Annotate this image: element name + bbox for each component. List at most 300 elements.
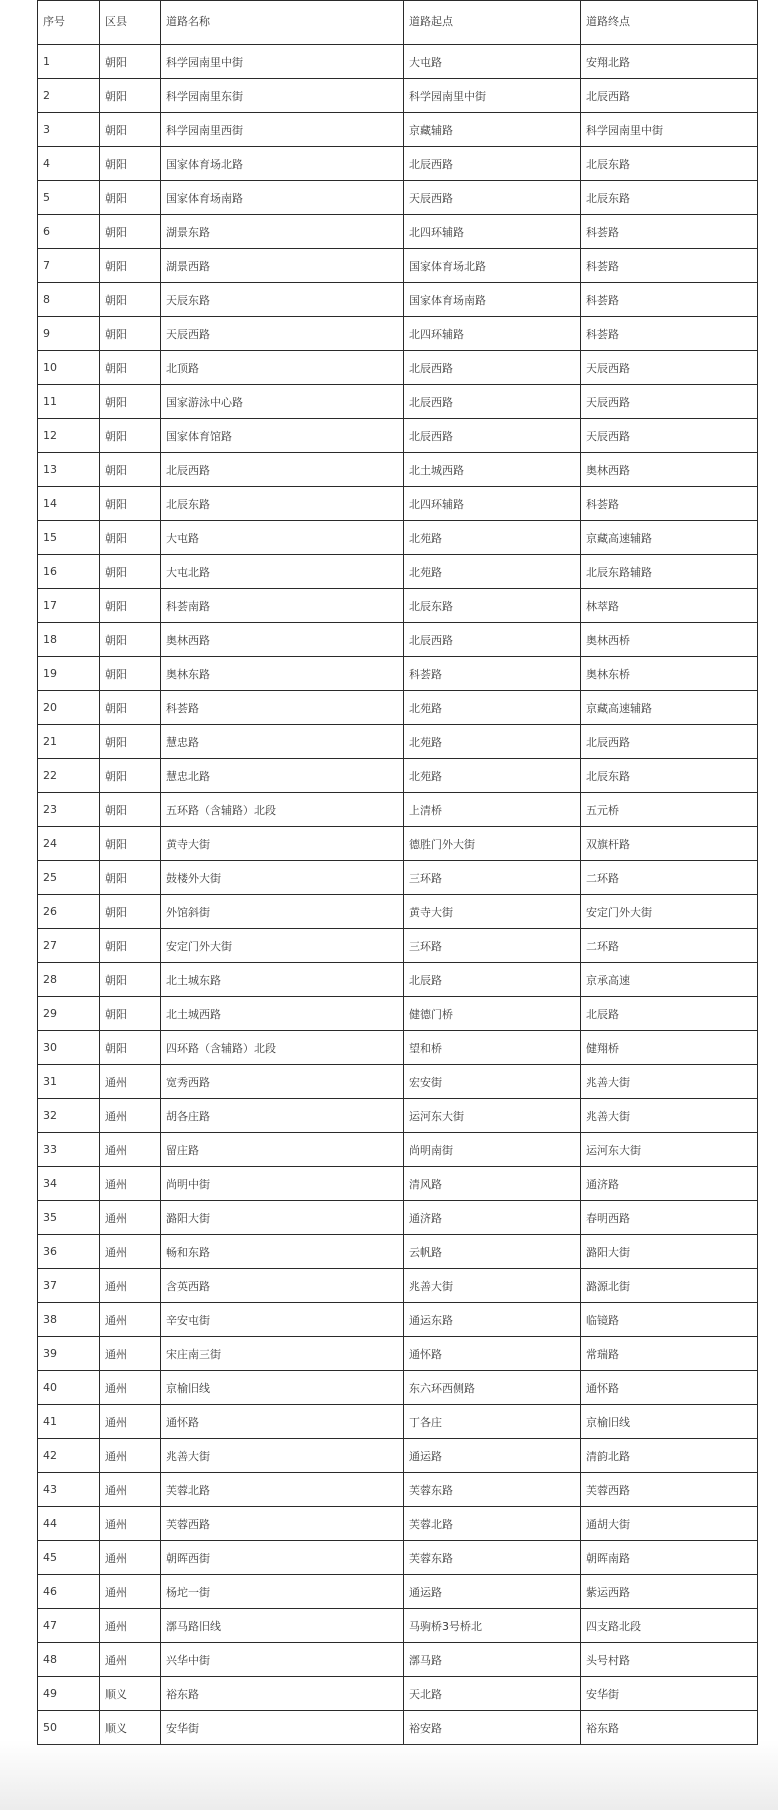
header-index: 序号 xyxy=(38,1,100,45)
cell-road-start: 北土城西路 xyxy=(404,453,581,487)
table-row xyxy=(38,283,758,317)
cell-road-end: 科荟路 xyxy=(581,487,758,521)
header-road-end: 道路终点 xyxy=(581,1,758,45)
cell-road-start: 马驹桥3号桥北 xyxy=(404,1609,581,1643)
cell-district: 朝阳 xyxy=(100,657,161,691)
table-row xyxy=(38,1575,758,1609)
cell-index: 28 xyxy=(38,963,100,997)
table-row xyxy=(38,487,758,521)
table-row xyxy=(38,623,758,657)
cell-district: 朝阳 xyxy=(100,453,161,487)
cell-road-start: 宏安街 xyxy=(404,1065,581,1099)
cell-index: 37 xyxy=(38,1269,100,1303)
cell-road-start: 北四环辅路 xyxy=(404,317,581,351)
cell-road-end: 京榆旧线 xyxy=(581,1405,758,1439)
table-row xyxy=(38,759,758,793)
cell-road-name: 宋庄南三街 xyxy=(161,1337,404,1371)
table-row xyxy=(38,1065,758,1099)
cell-district: 朝阳 xyxy=(100,249,161,283)
cell-road-end: 潞阳大街 xyxy=(581,1235,758,1269)
cell-road-end: 紫运西路 xyxy=(581,1575,758,1609)
cell-district: 朝阳 xyxy=(100,929,161,963)
cell-district: 朝阳 xyxy=(100,793,161,827)
cell-district: 朝阳 xyxy=(100,147,161,181)
header-road-start: 道路起点 xyxy=(404,1,581,45)
cell-district: 朝阳 xyxy=(100,827,161,861)
cell-road-name: 兴华中街 xyxy=(161,1643,404,1677)
cell-road-end: 京藏高速辅路 xyxy=(581,521,758,555)
cell-road-name: 芙蓉西路 xyxy=(161,1507,404,1541)
cell-index: 11 xyxy=(38,385,100,419)
cell-road-start: 天北路 xyxy=(404,1677,581,1711)
cell-district: 通州 xyxy=(100,1405,161,1439)
cell-index: 14 xyxy=(38,487,100,521)
cell-road-start: 北辰西路 xyxy=(404,623,581,657)
table-row xyxy=(38,1099,758,1133)
cell-road-start: 北辰西路 xyxy=(404,147,581,181)
cell-road-start: 东六环西侧路 xyxy=(404,1371,581,1405)
cell-district: 朝阳 xyxy=(100,113,161,147)
cell-road-name: 杨坨一街 xyxy=(161,1575,404,1609)
cell-road-end: 临镜路 xyxy=(581,1303,758,1337)
cell-road-name: 安华街 xyxy=(161,1711,404,1745)
cell-road-end: 天辰西路 xyxy=(581,351,758,385)
table-row xyxy=(38,1133,758,1167)
table-row xyxy=(38,45,758,79)
cell-road-name: 国家体育场北路 xyxy=(161,147,404,181)
cell-road-name: 五环路（含辅路）北段 xyxy=(161,793,404,827)
cell-road-start: 北辰东路 xyxy=(404,589,581,623)
cell-road-start: 上清桥 xyxy=(404,793,581,827)
table-row xyxy=(38,827,758,861)
cell-road-name: 裕东路 xyxy=(161,1677,404,1711)
cell-district: 通州 xyxy=(100,1065,161,1099)
cell-road-start: 三环路 xyxy=(404,929,581,963)
cell-road-name: 鼓楼外大街 xyxy=(161,861,404,895)
cell-district: 朝阳 xyxy=(100,385,161,419)
cell-district: 朝阳 xyxy=(100,589,161,623)
cell-district: 朝阳 xyxy=(100,1031,161,1065)
cell-index: 41 xyxy=(38,1405,100,1439)
cell-road-start: 望和桥 xyxy=(404,1031,581,1065)
cell-road-end: 科荟路 xyxy=(581,215,758,249)
cell-index: 26 xyxy=(38,895,100,929)
cell-district: 通州 xyxy=(100,1507,161,1541)
cell-index: 42 xyxy=(38,1439,100,1473)
cell-district: 朝阳 xyxy=(100,997,161,1031)
cell-district: 朝阳 xyxy=(100,623,161,657)
cell-road-end: 北辰东路辅路 xyxy=(581,555,758,589)
table-row xyxy=(38,113,758,147)
cell-index: 30 xyxy=(38,1031,100,1065)
cell-district: 朝阳 xyxy=(100,215,161,249)
cell-index: 7 xyxy=(38,249,100,283)
table-row xyxy=(38,1473,758,1507)
cell-road-start: 云帆路 xyxy=(404,1235,581,1269)
cell-road-name: 宽秀西路 xyxy=(161,1065,404,1099)
table-row xyxy=(38,589,758,623)
table-row xyxy=(38,963,758,997)
cell-district: 朝阳 xyxy=(100,79,161,113)
cell-road-start: 国家体育场南路 xyxy=(404,283,581,317)
table-row xyxy=(38,1167,758,1201)
cell-index: 31 xyxy=(38,1065,100,1099)
cell-road-end: 运河东大街 xyxy=(581,1133,758,1167)
cell-road-name: 科荟路 xyxy=(161,691,404,725)
cell-road-end: 健翔桥 xyxy=(581,1031,758,1065)
cell-road-start: 通运路 xyxy=(404,1575,581,1609)
table-row xyxy=(38,1031,758,1065)
cell-district: 朝阳 xyxy=(100,317,161,351)
cell-index: 13 xyxy=(38,453,100,487)
cell-road-start: 漷马路 xyxy=(404,1643,581,1677)
cell-road-end: 北辰东路 xyxy=(581,147,758,181)
cell-district: 朝阳 xyxy=(100,759,161,793)
cell-district: 朝阳 xyxy=(100,419,161,453)
cell-road-name: 科学园南里东街 xyxy=(161,79,404,113)
cell-district: 朝阳 xyxy=(100,181,161,215)
cell-road-start: 大屯路 xyxy=(404,45,581,79)
table-row xyxy=(38,1677,758,1711)
cell-road-name: 国家体育场南路 xyxy=(161,181,404,215)
cell-index: 45 xyxy=(38,1541,100,1575)
cell-road-start: 京藏辅路 xyxy=(404,113,581,147)
cell-district: 通州 xyxy=(100,1303,161,1337)
cell-road-end: 天辰西路 xyxy=(581,419,758,453)
cell-index: 46 xyxy=(38,1575,100,1609)
cell-district: 通州 xyxy=(100,1133,161,1167)
cell-road-name: 奥林东路 xyxy=(161,657,404,691)
cell-road-start: 清风路 xyxy=(404,1167,581,1201)
cell-road-name: 含英西路 xyxy=(161,1269,404,1303)
cell-road-end: 朝晖南路 xyxy=(581,1541,758,1575)
cell-road-start: 三环路 xyxy=(404,861,581,895)
cell-district: 通州 xyxy=(100,1269,161,1303)
cell-road-name: 胡各庄路 xyxy=(161,1099,404,1133)
cell-district: 通州 xyxy=(100,1473,161,1507)
cell-road-name: 北土城东路 xyxy=(161,963,404,997)
cell-district: 朝阳 xyxy=(100,895,161,929)
cell-index: 34 xyxy=(38,1167,100,1201)
cell-index: 39 xyxy=(38,1337,100,1371)
cell-road-name: 畅和东路 xyxy=(161,1235,404,1269)
cell-district: 朝阳 xyxy=(100,725,161,759)
table-row xyxy=(38,1201,758,1235)
cell-road-name: 京榆旧线 xyxy=(161,1371,404,1405)
cell-road-name: 外馆斜街 xyxy=(161,895,404,929)
cell-index: 32 xyxy=(38,1099,100,1133)
header-district: 区县 xyxy=(100,1,161,45)
table-row xyxy=(38,215,758,249)
cell-index: 17 xyxy=(38,589,100,623)
cell-district: 通州 xyxy=(100,1099,161,1133)
table-row xyxy=(38,1643,758,1677)
cell-road-name: 漷马路旧线 xyxy=(161,1609,404,1643)
cell-index: 3 xyxy=(38,113,100,147)
table-row xyxy=(38,861,758,895)
cell-road-name: 大屯北路 xyxy=(161,555,404,589)
cell-district: 朝阳 xyxy=(100,963,161,997)
header-row xyxy=(38,1,758,45)
cell-road-name: 留庄路 xyxy=(161,1133,404,1167)
cell-road-end: 科荟路 xyxy=(581,283,758,317)
cell-road-start: 丁各庄 xyxy=(404,1405,581,1439)
table-row xyxy=(38,1337,758,1371)
cell-road-name: 通怀路 xyxy=(161,1405,404,1439)
cell-road-end: 裕东路 xyxy=(581,1711,758,1745)
cell-road-start: 芙蓉东路 xyxy=(404,1541,581,1575)
table-row xyxy=(38,249,758,283)
cell-road-start: 健德门桥 xyxy=(404,997,581,1031)
cell-road-end: 奥林西路 xyxy=(581,453,758,487)
cell-road-name: 辛安屯街 xyxy=(161,1303,404,1337)
cell-district: 顺义 xyxy=(100,1677,161,1711)
table-row xyxy=(38,521,758,555)
cell-index: 44 xyxy=(38,1507,100,1541)
cell-road-start: 北苑路 xyxy=(404,521,581,555)
cell-index: 1 xyxy=(38,45,100,79)
cell-road-end: 二环路 xyxy=(581,861,758,895)
cell-road-name: 国家体育馆路 xyxy=(161,419,404,453)
cell-district: 通州 xyxy=(100,1235,161,1269)
header-road-name: 道路名称 xyxy=(161,1,404,45)
cell-road-start: 德胜门外大街 xyxy=(404,827,581,861)
cell-road-end: 通胡大街 xyxy=(581,1507,758,1541)
cell-district: 通州 xyxy=(100,1371,161,1405)
cell-road-end: 二环路 xyxy=(581,929,758,963)
cell-index: 47 xyxy=(38,1609,100,1643)
cell-road-start: 北辰西路 xyxy=(404,419,581,453)
cell-road-end: 京藏高速辅路 xyxy=(581,691,758,725)
cell-road-start: 北苑路 xyxy=(404,725,581,759)
cell-road-end: 奥林西桥 xyxy=(581,623,758,657)
cell-index: 50 xyxy=(38,1711,100,1745)
cell-index: 38 xyxy=(38,1303,100,1337)
cell-district: 朝阳 xyxy=(100,861,161,895)
cell-road-end: 通济路 xyxy=(581,1167,758,1201)
table-row xyxy=(38,657,758,691)
cell-district: 朝阳 xyxy=(100,283,161,317)
cell-road-start: 芙蓉北路 xyxy=(404,1507,581,1541)
table-row xyxy=(38,1609,758,1643)
cell-road-start: 天辰西路 xyxy=(404,181,581,215)
cell-road-end: 安翔北路 xyxy=(581,45,758,79)
cell-district: 通州 xyxy=(100,1337,161,1371)
table-row xyxy=(38,453,758,487)
cell-index: 23 xyxy=(38,793,100,827)
table-row xyxy=(38,997,758,1031)
cell-road-end: 双旗杆路 xyxy=(581,827,758,861)
cell-district: 通州 xyxy=(100,1167,161,1201)
table-row xyxy=(38,1303,758,1337)
cell-road-name: 慧忠北路 xyxy=(161,759,404,793)
cell-district: 朝阳 xyxy=(100,351,161,385)
cell-road-name: 大屯路 xyxy=(161,521,404,555)
cell-road-name: 科荟南路 xyxy=(161,589,404,623)
cell-road-name: 朝晖西街 xyxy=(161,1541,404,1575)
cell-road-start: 北四环辅路 xyxy=(404,215,581,249)
table-row xyxy=(38,181,758,215)
cell-index: 16 xyxy=(38,555,100,589)
cell-road-name: 天辰东路 xyxy=(161,283,404,317)
table-row xyxy=(38,385,758,419)
cell-road-end: 天辰西路 xyxy=(581,385,758,419)
cell-road-name: 湖景西路 xyxy=(161,249,404,283)
table-row xyxy=(38,317,758,351)
table-header xyxy=(38,1,758,45)
cell-road-end: 安华街 xyxy=(581,1677,758,1711)
bottom-shadow xyxy=(0,1740,778,1810)
table-row xyxy=(38,929,758,963)
cell-road-name: 北顶路 xyxy=(161,351,404,385)
cell-index: 33 xyxy=(38,1133,100,1167)
cell-index: 18 xyxy=(38,623,100,657)
cell-road-start: 运河东大街 xyxy=(404,1099,581,1133)
cell-index: 10 xyxy=(38,351,100,385)
cell-road-end: 科荟路 xyxy=(581,249,758,283)
cell-road-end: 头号村路 xyxy=(581,1643,758,1677)
cell-district: 朝阳 xyxy=(100,555,161,589)
table-row xyxy=(38,793,758,827)
cell-index: 15 xyxy=(38,521,100,555)
cell-district: 朝阳 xyxy=(100,487,161,521)
cell-district: 通州 xyxy=(100,1643,161,1677)
cell-index: 6 xyxy=(38,215,100,249)
cell-road-name: 北辰西路 xyxy=(161,453,404,487)
table-row xyxy=(38,1507,758,1541)
cell-road-end: 安定门外大街 xyxy=(581,895,758,929)
cell-road-end: 北辰东路 xyxy=(581,181,758,215)
cell-road-name: 科学园南里西街 xyxy=(161,113,404,147)
cell-road-start: 国家体育场北路 xyxy=(404,249,581,283)
cell-road-name: 芙蓉北路 xyxy=(161,1473,404,1507)
cell-road-end: 北辰东路 xyxy=(581,759,758,793)
cell-road-start: 通怀路 xyxy=(404,1337,581,1371)
table-row xyxy=(38,1269,758,1303)
table-row xyxy=(38,725,758,759)
cell-road-name: 四环路（含辅路）北段 xyxy=(161,1031,404,1065)
cell-road-start: 北苑路 xyxy=(404,759,581,793)
table-row xyxy=(38,1439,758,1473)
cell-index: 48 xyxy=(38,1643,100,1677)
cell-index: 27 xyxy=(38,929,100,963)
table-body xyxy=(38,45,758,1745)
cell-road-name: 黄寺大街 xyxy=(161,827,404,861)
cell-road-name: 天辰西路 xyxy=(161,317,404,351)
cell-road-end: 林萃路 xyxy=(581,589,758,623)
cell-index: 24 xyxy=(38,827,100,861)
cell-road-end: 清韵北路 xyxy=(581,1439,758,1473)
table-row xyxy=(38,691,758,725)
cell-road-start: 通运东路 xyxy=(404,1303,581,1337)
cell-road-name: 奥林西路 xyxy=(161,623,404,657)
cell-road-end: 四支路北段 xyxy=(581,1609,758,1643)
cell-road-end: 芙蓉西路 xyxy=(581,1473,758,1507)
cell-road-end: 常瑞路 xyxy=(581,1337,758,1371)
cell-index: 9 xyxy=(38,317,100,351)
table-row xyxy=(38,895,758,929)
cell-index: 29 xyxy=(38,997,100,1031)
table-row xyxy=(38,555,758,589)
cell-district: 通州 xyxy=(100,1575,161,1609)
table-row xyxy=(38,1235,758,1269)
cell-road-start: 科学园南里中街 xyxy=(404,79,581,113)
cell-road-name: 湖景东路 xyxy=(161,215,404,249)
cell-index: 2 xyxy=(38,79,100,113)
cell-index: 19 xyxy=(38,657,100,691)
cell-road-start: 裕安路 xyxy=(404,1711,581,1745)
cell-road-name: 北辰东路 xyxy=(161,487,404,521)
cell-road-end: 兆善大街 xyxy=(581,1099,758,1133)
cell-index: 25 xyxy=(38,861,100,895)
cell-district: 通州 xyxy=(100,1609,161,1643)
cell-district: 顺义 xyxy=(100,1711,161,1745)
cell-road-name: 尚明中街 xyxy=(161,1167,404,1201)
cell-road-start: 科荟路 xyxy=(404,657,581,691)
table-row xyxy=(38,79,758,113)
cell-index: 43 xyxy=(38,1473,100,1507)
cell-index: 21 xyxy=(38,725,100,759)
table-row xyxy=(38,1371,758,1405)
cell-district: 通州 xyxy=(100,1439,161,1473)
cell-road-end: 潞源北街 xyxy=(581,1269,758,1303)
cell-road-name: 安定门外大街 xyxy=(161,929,404,963)
table-row xyxy=(38,351,758,385)
table-row xyxy=(38,1405,758,1439)
cell-road-end: 五元桥 xyxy=(581,793,758,827)
cell-road-end: 奥林东桥 xyxy=(581,657,758,691)
cell-road-end: 北辰西路 xyxy=(581,725,758,759)
cell-road-end: 科荟路 xyxy=(581,317,758,351)
cell-road-start: 北辰西路 xyxy=(404,385,581,419)
cell-district: 朝阳 xyxy=(100,521,161,555)
table-row xyxy=(38,419,758,453)
cell-index: 12 xyxy=(38,419,100,453)
cell-road-start: 通运路 xyxy=(404,1439,581,1473)
cell-district: 朝阳 xyxy=(100,45,161,79)
cell-index: 35 xyxy=(38,1201,100,1235)
cell-road-end: 兆善大街 xyxy=(581,1065,758,1099)
cell-district: 通州 xyxy=(100,1201,161,1235)
cell-road-end: 通怀路 xyxy=(581,1371,758,1405)
cell-road-start: 北四环辅路 xyxy=(404,487,581,521)
cell-index: 20 xyxy=(38,691,100,725)
cell-index: 22 xyxy=(38,759,100,793)
cell-district: 通州 xyxy=(100,1541,161,1575)
cell-road-name: 北土城西路 xyxy=(161,997,404,1031)
cell-road-start: 兆善大街 xyxy=(404,1269,581,1303)
cell-index: 5 xyxy=(38,181,100,215)
cell-road-start: 北辰路 xyxy=(404,963,581,997)
cell-road-name: 兆善大街 xyxy=(161,1439,404,1473)
road-list-table xyxy=(37,0,758,1745)
cell-road-name: 国家游泳中心路 xyxy=(161,385,404,419)
cell-road-name: 慧忠路 xyxy=(161,725,404,759)
cell-road-end: 科学园南里中街 xyxy=(581,113,758,147)
cell-road-end: 北辰路 xyxy=(581,997,758,1031)
cell-road-name: 科学园南里中街 xyxy=(161,45,404,79)
cell-road-end: 京承高速 xyxy=(581,963,758,997)
cell-district: 朝阳 xyxy=(100,691,161,725)
cell-index: 4 xyxy=(38,147,100,181)
cell-road-start: 通济路 xyxy=(404,1201,581,1235)
cell-road-start: 芙蓉东路 xyxy=(404,1473,581,1507)
cell-index: 40 xyxy=(38,1371,100,1405)
cell-road-start: 北苑路 xyxy=(404,691,581,725)
cell-road-end: 春明西路 xyxy=(581,1201,758,1235)
cell-road-start: 北辰西路 xyxy=(404,351,581,385)
table-row xyxy=(38,1541,758,1575)
